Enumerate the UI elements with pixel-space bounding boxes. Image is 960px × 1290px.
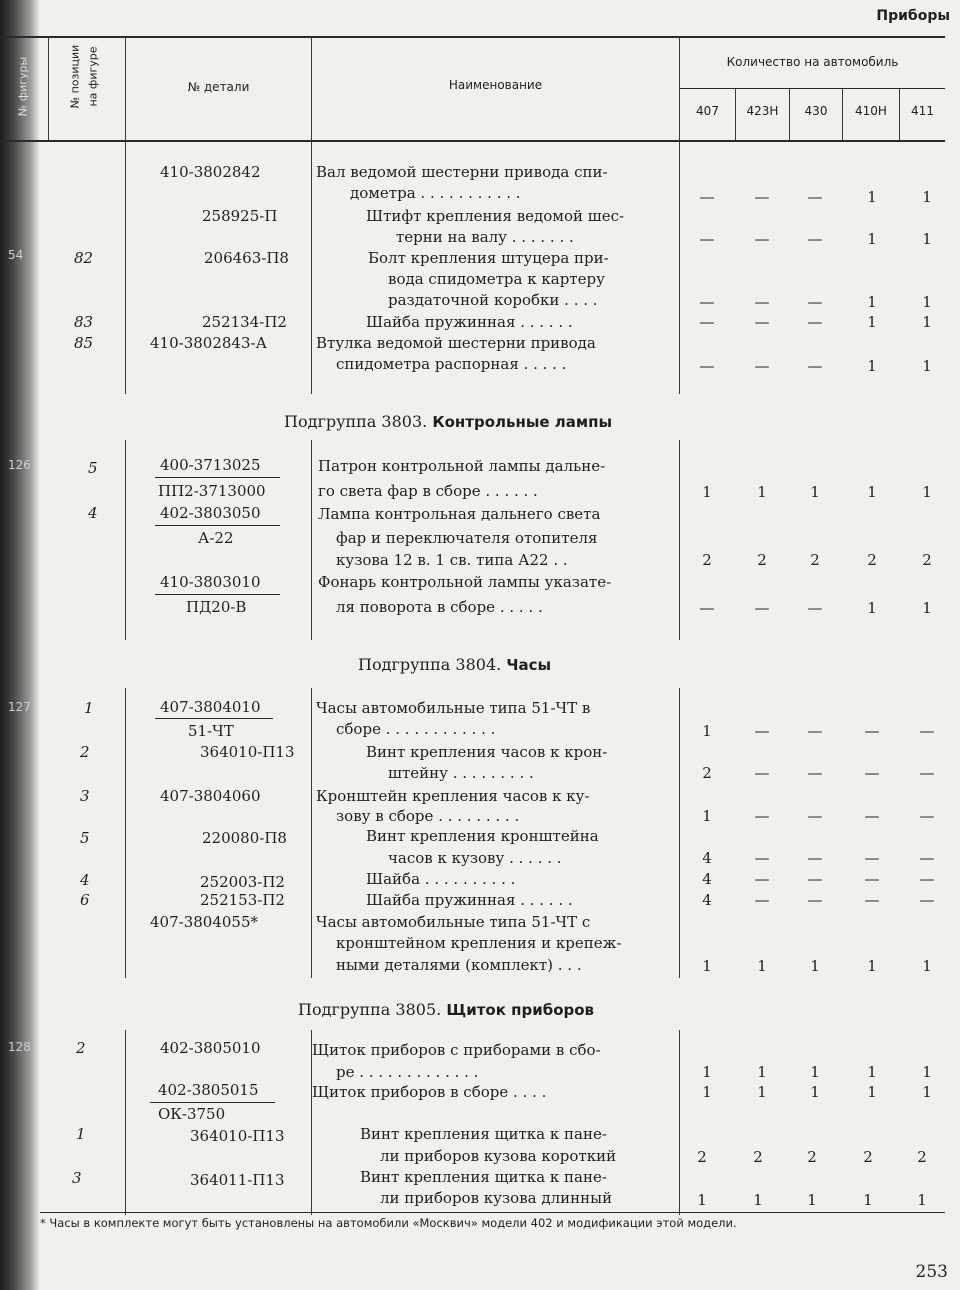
- qty-407: 1: [702, 1063, 712, 1081]
- qty-407: —: [699, 313, 715, 331]
- qty-430: —: [807, 599, 823, 617]
- col-line: [125, 1030, 126, 1215]
- position-number: 1: [84, 699, 94, 717]
- qty-423n: —: [754, 849, 770, 867]
- qty-411: 1: [922, 357, 932, 375]
- part-name: Штифт крепления ведомой шес-: [366, 207, 625, 225]
- qty-411: 1: [917, 1191, 927, 1209]
- subgroup-number: Подгруппа 3803.: [284, 412, 428, 431]
- part-name: кронштейном крепления и крепеж-: [336, 934, 622, 952]
- qty-423n: 1: [757, 483, 767, 501]
- part-name: зову в сборе . . . . . . . . .: [336, 807, 520, 825]
- qty-410n: 1: [867, 483, 877, 501]
- qty-411: 1: [922, 599, 932, 617]
- part-name: ре . . . . . . . . . . . . .: [336, 1063, 479, 1081]
- subgroup-title: Часы: [506, 656, 552, 674]
- position-number: 5: [88, 459, 98, 477]
- part-name: сборе . . . . . . . . . . . .: [336, 720, 496, 738]
- col-line: [679, 440, 680, 640]
- qty-430: —: [807, 870, 823, 888]
- qty-410n: 1: [867, 357, 877, 375]
- part-number: 220080-П8: [202, 829, 287, 847]
- part-number: 252153-П2: [200, 891, 285, 909]
- part-name: фар и переключателя отопителя: [336, 529, 598, 547]
- qty-407: 2: [697, 1148, 707, 1166]
- part-name: Кронштейн крепления часов к ку-: [316, 787, 590, 805]
- qty-411: —: [919, 764, 935, 782]
- part-underline: [155, 477, 280, 478]
- qty-divider: [680, 88, 945, 89]
- qty-430: —: [807, 891, 823, 909]
- qty-410n: 1: [867, 188, 877, 206]
- qty-411: —: [919, 722, 935, 740]
- position-number: 2: [80, 743, 90, 761]
- model-410n: 410Н: [855, 104, 887, 118]
- qty-411: 1: [922, 957, 932, 975]
- qty-410n: 1: [867, 293, 877, 311]
- col-line: [48, 37, 49, 141]
- qty-423n: —: [754, 599, 770, 617]
- qty-header: Количество на автомобиль: [726, 55, 899, 69]
- qty-411: 1: [922, 188, 932, 206]
- qty-423n: 1: [753, 1191, 763, 1209]
- qty-410n: —: [864, 870, 880, 888]
- fig-number: 54: [8, 248, 24, 262]
- part-number: 206463-П8: [204, 249, 289, 267]
- table-top-rule: [0, 36, 945, 38]
- part-number: 402-3805010: [160, 1039, 261, 1057]
- subgroup-number: Подгруппа 3804.: [358, 655, 502, 674]
- part-name: Винт крепления щитка к пане-: [360, 1125, 607, 1143]
- qty-410n: 1: [867, 1083, 877, 1101]
- footnote: * Часы в комплекте могут быть установлены на автомобили «Москвич» модели 402 и модификации этой модели.: [40, 1216, 737, 1230]
- qty-410n: 1: [867, 313, 877, 331]
- qty-430: —: [807, 722, 823, 740]
- col-line: [125, 142, 126, 394]
- part-name: ли приборов кузова короткий: [380, 1147, 617, 1165]
- subgroup-heading: [298, 1000, 594, 1019]
- pos-no-header-2: на фигуре: [86, 46, 100, 107]
- fig-number: 127: [8, 700, 31, 714]
- qty-430: 1: [810, 1063, 820, 1081]
- col-line: [125, 688, 126, 978]
- qty-423n: —: [754, 807, 770, 825]
- model-407: 407: [696, 104, 719, 118]
- part-name: спидометра распорная . . . . .: [336, 355, 567, 373]
- qty-410n: 1: [867, 1063, 877, 1081]
- qty-430: —: [807, 764, 823, 782]
- qty-407: 1: [702, 722, 712, 740]
- qty-407: —: [699, 188, 715, 206]
- qty-430: 1: [810, 1083, 820, 1101]
- model-430: 430: [804, 104, 828, 118]
- part-number: 400-3713025: [160, 456, 261, 474]
- part-number-secondary: А-22: [198, 529, 234, 547]
- qty-407: 1: [702, 807, 712, 825]
- position-number: 85: [74, 334, 94, 352]
- part-number: 402-3803050: [160, 504, 261, 522]
- qty-407: 1: [697, 1191, 707, 1209]
- qty-430: 1: [810, 957, 820, 975]
- model-411: 411: [911, 104, 934, 118]
- header-bottom-rule: [0, 140, 945, 142]
- position-number: 4: [80, 871, 90, 889]
- part-number: 252003-П2: [200, 873, 285, 891]
- qty-423n: —: [754, 188, 770, 206]
- qty-407: —: [699, 599, 715, 617]
- qty-410n: 2: [863, 1148, 873, 1166]
- part-name: Часы автомобильные типа 51-ЧТ с: [316, 913, 591, 931]
- qty-410n: 1: [863, 1191, 873, 1209]
- qty-410n: —: [864, 764, 880, 782]
- part-name: Щиток приборов в сборе . . . .: [312, 1083, 547, 1101]
- part-name: Болт крепления штуцера при-: [368, 249, 609, 267]
- part-number: 407-3804055*: [150, 913, 259, 931]
- part-name: го света фар в сборе . . . . . .: [318, 482, 538, 500]
- part-underline: [155, 525, 280, 526]
- qty-423n: —: [754, 313, 770, 331]
- position-number: 1: [76, 1125, 86, 1143]
- position-number: 6: [80, 891, 90, 909]
- part-name: ли приборов кузова длинный: [380, 1189, 613, 1207]
- part-name: Винт крепления часов к крон-: [366, 743, 608, 761]
- qty-430: —: [807, 807, 823, 825]
- part-name: Винт крепления кронштейна: [366, 827, 599, 845]
- col-line: [311, 440, 312, 640]
- qty-411: 1: [922, 1083, 932, 1101]
- qty-410n: 1: [867, 230, 877, 248]
- part-name: Шайба . . . . . . . . . .: [366, 870, 516, 888]
- part-name: часов к кузову . . . . . .: [388, 849, 562, 867]
- position-number: 3: [72, 1169, 82, 1187]
- qty-411: 1: [922, 313, 932, 331]
- col-line: [679, 1030, 680, 1215]
- qty-411: 1: [922, 1063, 932, 1081]
- qty-410n: —: [864, 807, 880, 825]
- qty-407: —: [699, 357, 715, 375]
- qty-430: —: [807, 293, 823, 311]
- qty-423n: 2: [753, 1148, 763, 1166]
- part-number: 258925-П: [202, 207, 278, 225]
- part-name: вода спидометра к картеру: [388, 270, 605, 288]
- part-name: штейну . . . . . . . . .: [388, 764, 534, 782]
- qty-430: —: [807, 230, 823, 248]
- col-line: [125, 440, 126, 640]
- part-number-secondary: ПД20-В: [186, 598, 247, 616]
- qty-411: 1: [922, 230, 932, 248]
- qty-423n: —: [754, 722, 770, 740]
- part-name: Вал ведомой шестерни привода спи-: [316, 163, 608, 181]
- position-number: 82: [74, 249, 94, 267]
- qty-411: 2: [917, 1148, 927, 1166]
- part-name: Фонарь контрольной лампы указате-: [318, 573, 612, 591]
- part-name: Шайба пружинная . . . . . .: [366, 891, 573, 909]
- part-number-secondary: ПП2-3713000: [158, 482, 266, 500]
- part-name: кузова 12 в. 1 св. типа А22 . .: [336, 551, 568, 569]
- qty-423n: —: [754, 764, 770, 782]
- part-number: 364010-П13: [190, 1127, 285, 1145]
- col-line: [311, 142, 312, 394]
- part-number: 407-3804010: [160, 698, 261, 716]
- part-name: Лампа контрольная дальнего света: [318, 505, 601, 523]
- qty-407: 1: [702, 483, 712, 501]
- qty-430: —: [807, 849, 823, 867]
- part-number: 252134-П2: [202, 313, 287, 331]
- part-name: Щиток приборов с приборами в сбо-: [312, 1041, 601, 1059]
- part-no-header: № детали: [187, 80, 250, 94]
- part-number: 364010-П13: [200, 743, 295, 761]
- part-number: 410-3803010: [160, 573, 261, 591]
- qty-410n: —: [864, 849, 880, 867]
- pos-no-header-1: № позиции: [68, 44, 82, 109]
- qty-423n: —: [754, 357, 770, 375]
- position-number: 2: [76, 1039, 86, 1057]
- part-name: раздаточной коробки . . . .: [388, 291, 598, 309]
- fig-no-header: № фигуры: [16, 56, 30, 117]
- qty-423n: 1: [757, 1063, 767, 1081]
- qty-407: 4: [702, 870, 712, 888]
- qty-423n: 1: [757, 1083, 767, 1101]
- qty-411: 2: [922, 551, 932, 569]
- qty-423n: 2: [757, 551, 767, 569]
- part-underline: [155, 594, 280, 595]
- qty-407: 4: [702, 891, 712, 909]
- qty-407: —: [699, 230, 715, 248]
- col-line: [679, 142, 680, 394]
- qty-430: 2: [807, 1148, 817, 1166]
- part-name: Винт крепления щитка к пане-: [360, 1168, 607, 1186]
- part-number: 407-3804060: [160, 787, 261, 805]
- subgroup-heading: [284, 412, 612, 431]
- qty-423n: —: [754, 870, 770, 888]
- page-binding-edge: [0, 0, 40, 1290]
- position-number: 4: [88, 504, 98, 522]
- part-number-secondary: 51-ЧТ: [188, 722, 234, 740]
- part-name: Часы автомобильные типа 51-ЧТ в: [316, 699, 591, 717]
- qty-423n: —: [754, 293, 770, 311]
- part-name: Патрон контрольной лампы дальне-: [318, 457, 606, 475]
- subgroup-number: Подгруппа 3805.: [298, 1000, 442, 1019]
- qty-430: 1: [810, 483, 820, 501]
- qty-407: 1: [702, 1083, 712, 1101]
- part-name: терни на валу . . . . . . .: [396, 228, 574, 246]
- position-number: 3: [80, 787, 90, 805]
- qty-410n: 1: [867, 957, 877, 975]
- qty-407: 2: [702, 551, 712, 569]
- position-number: 83: [74, 313, 94, 331]
- name-header: Наименование: [448, 78, 543, 92]
- qty-430: 2: [810, 551, 820, 569]
- part-name: Втулка ведомой шестерни привода: [316, 334, 596, 352]
- part-underline: [155, 718, 273, 719]
- part-number-secondary: ОК-3750: [158, 1105, 226, 1123]
- part-underline: [150, 1102, 275, 1103]
- qty-411: —: [919, 849, 935, 867]
- subgroup-heading: [358, 655, 551, 674]
- fig-number: 128: [8, 1040, 31, 1054]
- qty-411: 1: [922, 483, 932, 501]
- qty-430: —: [807, 313, 823, 331]
- qty-423n: —: [754, 230, 770, 248]
- running-header: Приборы: [876, 8, 950, 24]
- part-name: Шайба пружинная . . . . . .: [366, 313, 573, 331]
- part-number: 402-3805015: [158, 1081, 259, 1099]
- qty-410n: 1: [867, 599, 877, 617]
- qty-430: —: [807, 357, 823, 375]
- qty-407: 4: [702, 849, 712, 867]
- position-number: 5: [80, 829, 90, 847]
- qty-410n: 2: [867, 551, 877, 569]
- subgroup-title: Контрольные лампы: [432, 413, 613, 431]
- col-line: [311, 688, 312, 978]
- qty-410n: —: [864, 722, 880, 740]
- model-423n: 423Н: [746, 104, 779, 118]
- qty-430: —: [807, 188, 823, 206]
- part-number: 410-3802843-А: [150, 334, 267, 352]
- qty-407: 2: [702, 764, 712, 782]
- part-name: дометра . . . . . . . . . . .: [350, 184, 521, 202]
- page-number: 253: [915, 1262, 948, 1282]
- col-line: [679, 688, 680, 978]
- qty-411: —: [919, 807, 935, 825]
- footnote-rule: [40, 1212, 945, 1213]
- qty-411: —: [919, 891, 935, 909]
- qty-410n: —: [864, 891, 880, 909]
- fig-number: 126: [8, 458, 31, 472]
- subgroup-title: Щиток приборов: [446, 1001, 595, 1019]
- part-name: ными деталями (комплект) . . .: [336, 956, 582, 974]
- qty-407: —: [699, 293, 715, 311]
- part-name: ля поворота в сборе . . . . .: [336, 598, 543, 616]
- qty-411: —: [919, 870, 935, 888]
- col-line: [679, 37, 680, 141]
- part-number: 410-3802842: [160, 163, 261, 181]
- qty-423n: —: [754, 891, 770, 909]
- part-number: 364011-П13: [190, 1171, 285, 1189]
- qty-423n: 1: [757, 957, 767, 975]
- qty-411: 1: [922, 293, 932, 311]
- qty-407: 1: [702, 957, 712, 975]
- qty-430: 1: [807, 1191, 817, 1209]
